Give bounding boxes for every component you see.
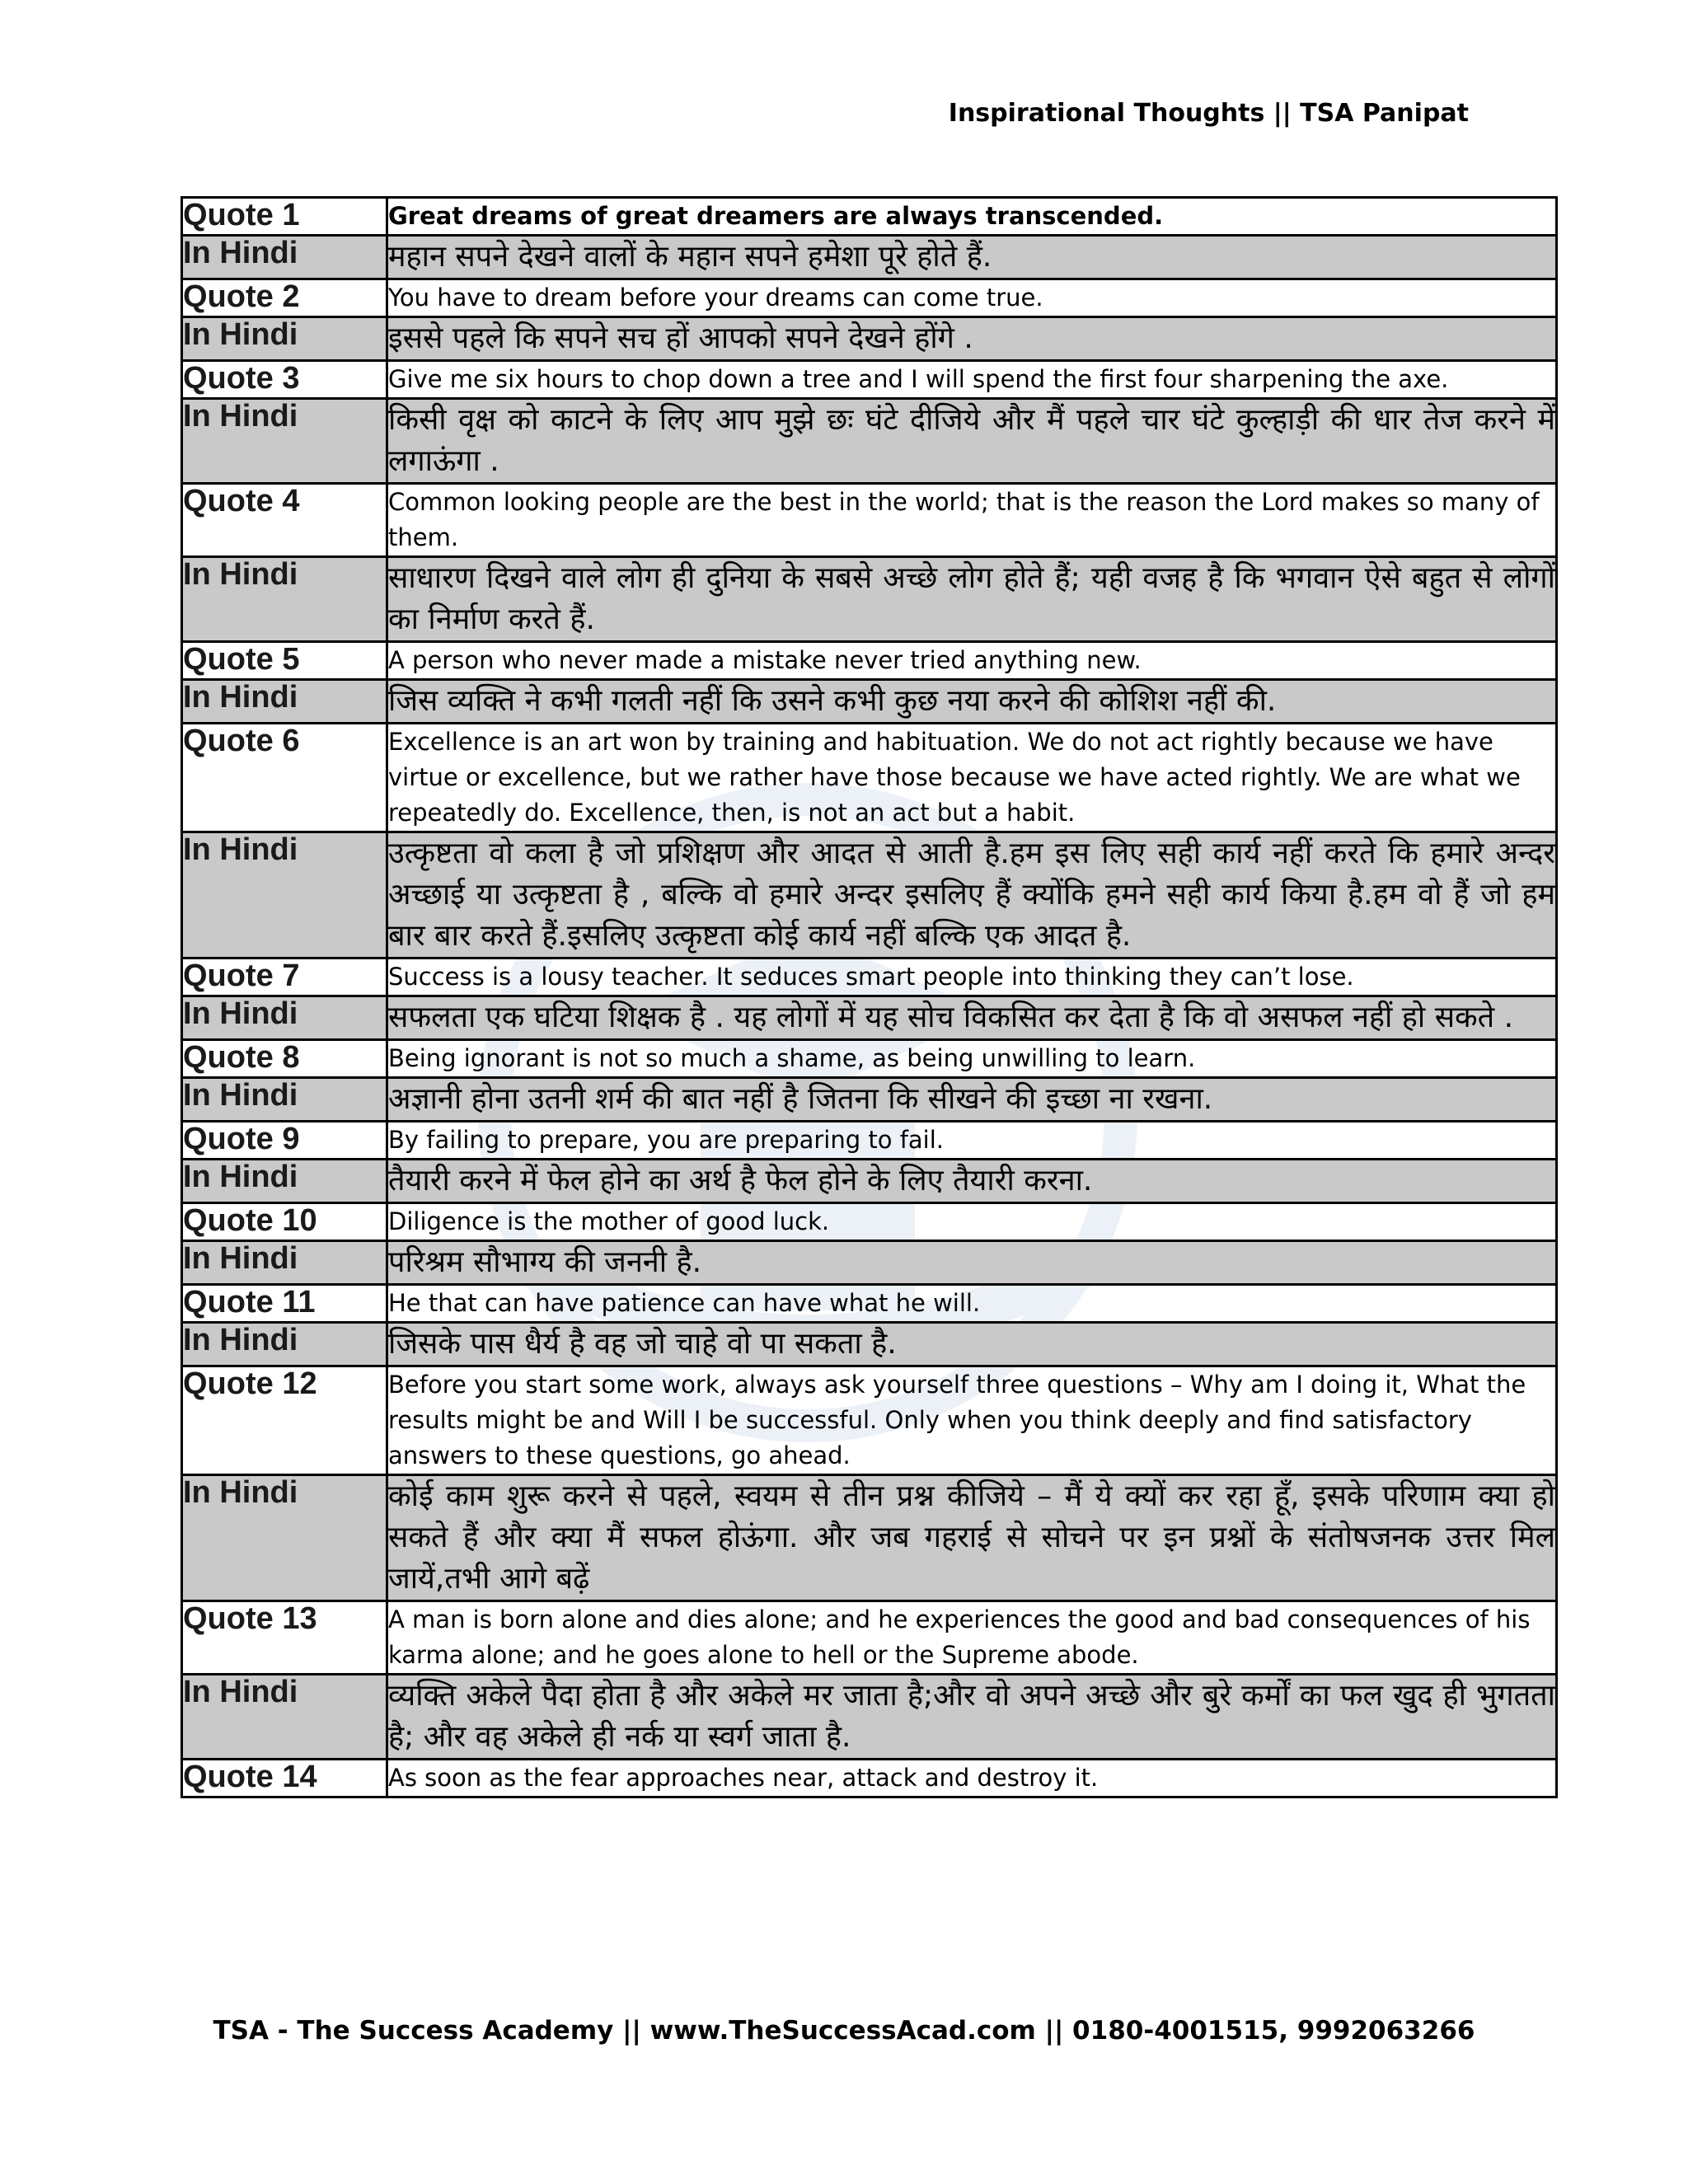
row-label: Quote 14: [182, 1760, 387, 1797]
quote-text: Success is a lousy teacher. It seduces smart people into thinking they can’t lose.: [387, 958, 1557, 996]
row-label: In Hindi: [182, 1078, 387, 1122]
hindi-text: किसी वृक्ष को काटने के लिए आप मुझे छः घंटे दीजिये और मैं पहले चार घंटे कुल्हाड़ी की धार तेज करने में लगाऊंगा .: [387, 399, 1557, 484]
quote-text: Give me six hours to chop down a tree and I will spend the first four sharpening the axe.: [387, 361, 1557, 399]
hindi-text: तैयारी करने में फेल होने का अर्थ है फेल होने के लिए तैयारी करना.: [387, 1160, 1557, 1203]
hindi-text: परिश्रम सौभाग्य की जननी है.: [387, 1241, 1557, 1285]
hindi-text: महान सपने देखने वालों के महान सपने हमेशा पूरे होते हैं.: [387, 236, 1557, 279]
row-label: In Hindi: [182, 1675, 387, 1760]
hindi-text: साधारण दिखने वाले लोग ही दुनिया के सबसे अच्छे लोग होते हैं; यही वजह है कि भगवान ऐसे बहुत से लोगों का निर्माण करते हैं.: [387, 557, 1557, 642]
quote-row: [182, 198, 1557, 236]
quote-row: [182, 1366, 1557, 1475]
hindi-translation-row: [182, 1160, 1557, 1203]
row-label: Quote 7: [182, 958, 387, 996]
hindi-text: सफलता एक घटिया शिक्षक है . यह लोगों में यह सोच विकसित कर देता है कि वो असफल नहीं हो सकते .: [387, 996, 1557, 1040]
hindi-text: व्यक्ति अकेले पैदा होता है और अकेले मर जाता है;और वो अपने अच्छे और बुरे कर्मों का फल खुद ही भुगतता है; और वह अकेले ही नर्क या स्वर्ग जाता है.: [387, 1675, 1557, 1760]
hindi-text: कोई काम शुरू करने से पहले, स्वयम से तीन प्रश्न कीजिये – मैं ये क्यों कर रहा हूँ, इसके परिणाम क्या हो सकते हैं और क्या मैं सफल होऊंगा. और जब गहराई से सोचने पर इन प्रश्नों के संतोषजनक उत्तर मिल जायें,तभी आगे बढ़ें: [387, 1475, 1557, 1601]
hindi-translation-row: [182, 832, 1557, 958]
hindi-translation-row: [182, 680, 1557, 724]
row-label: In Hindi: [182, 1323, 387, 1366]
quote-row: [182, 958, 1557, 996]
row-label: Quote 3: [182, 361, 387, 399]
quote-row: [182, 1203, 1557, 1241]
quote-row: [182, 1760, 1557, 1797]
hindi-translation-row: [182, 557, 1557, 642]
quote-row: [182, 1285, 1557, 1323]
row-label: In Hindi: [182, 1241, 387, 1285]
row-label: In Hindi: [182, 680, 387, 724]
quote-text: Being ignorant is not so much a shame, as being unwilling to learn.: [387, 1040, 1557, 1078]
quote-text: Common looking people are the best in the world; that is the reason the Lord makes so many of them.: [387, 484, 1557, 557]
page-header-title: Inspirational Thoughts || TSA Panipat: [948, 99, 1469, 128]
page-footer: TSA - The Success Academy || www.TheSuccessAcad.com || 0180-4001515, 9992063266: [213, 2016, 1475, 2046]
row-label: Quote 6: [182, 724, 387, 832]
quote-row: [182, 724, 1557, 832]
quotes-table: [181, 196, 1558, 1798]
row-label: In Hindi: [182, 1160, 387, 1203]
row-label: In Hindi: [182, 399, 387, 484]
quote-row: [182, 1601, 1557, 1675]
quote-row: [182, 361, 1557, 399]
hindi-text: इससे पहले कि सपने सच हों आपको सपने देखने होंगे .: [387, 317, 1557, 361]
hindi-translation-row: [182, 236, 1557, 279]
hindi-translation-row: [182, 317, 1557, 361]
quote-text: By failing to prepare, you are preparing to fail.: [387, 1122, 1557, 1160]
hindi-translation-row: [182, 1475, 1557, 1601]
quote-text: He that can have patience can have what he will.: [387, 1285, 1557, 1323]
row-label: In Hindi: [182, 317, 387, 361]
row-label: Quote 2: [182, 279, 387, 317]
row-label: Quote 11: [182, 1285, 387, 1323]
hindi-text: जिसके पास धैर्य है वह जो चाहे वो पा सकता है.: [387, 1323, 1557, 1366]
quote-text: Great dreams of great dreamers are always transcended.: [387, 198, 1557, 236]
hindi-text: उत्कृष्टता वो कला है जो प्रशिक्षण और आदत से आती है.हम इस लिए सही कार्य नहीं करते कि हमारे अन्दर अच्छाई या उत्कृष्टता है , बल्कि वो हमारे अन्दर इसलिए हैं क्योंकि हमने सही कार्य किया है.हम वो हैं जो हम बार बार करते हैं.इसलिए उत्कृष्टता कोई कार्य नहीं बल्कि एक आदत है.: [387, 832, 1557, 958]
row-label: In Hindi: [182, 557, 387, 642]
hindi-translation-row: [182, 1675, 1557, 1760]
hindi-translation-row: [182, 399, 1557, 484]
quote-text: Excellence is an art won by training and habituation. We do not act rightly because we have virtue or excellence, but we rather have those because we have acted rightly. We are what we repeatedly do. Excellence, then, is not an act but a habit.: [387, 724, 1557, 832]
quote-row: [182, 1122, 1557, 1160]
quote-text: Diligence is the mother of good luck.: [387, 1203, 1557, 1241]
hindi-translation-row: [182, 996, 1557, 1040]
quote-text: A person who never made a mistake never tried anything new.: [387, 642, 1557, 680]
hindi-translation-row: [182, 1078, 1557, 1122]
row-label: In Hindi: [182, 1475, 387, 1601]
hindi-translation-row: [182, 1241, 1557, 1285]
quote-row: [182, 279, 1557, 317]
row-label: Quote 4: [182, 484, 387, 557]
row-label: Quote 9: [182, 1122, 387, 1160]
row-label: Quote 8: [182, 1040, 387, 1078]
quote-row: [182, 484, 1557, 557]
row-label: Quote 1: [182, 198, 387, 236]
row-label: Quote 12: [182, 1366, 387, 1475]
quote-text: A man is born alone and dies alone; and he experiences the good and bad consequences of his karma alone; and he goes alone to hell or the Supreme abode.: [387, 1601, 1557, 1675]
quote-text: You have to dream before your dreams can come true.: [387, 279, 1557, 317]
row-label: Quote 10: [182, 1203, 387, 1241]
hindi-text: जिस व्यक्ति ने कभी गलती नहीं कि उसने कभी कुछ नया करने की कोशिश नहीं की.: [387, 680, 1557, 724]
row-label: Quote 5: [182, 642, 387, 680]
quote-row: [182, 642, 1557, 680]
row-label: In Hindi: [182, 236, 387, 279]
quote-text: As soon as the fear approaches near, attack and destroy it.: [387, 1760, 1557, 1797]
row-label: Quote 13: [182, 1601, 387, 1675]
hindi-translation-row: [182, 1323, 1557, 1366]
quote-text: Before you start some work, always ask yourself three questions – Why am I doing it, What the results might be and Will I be successful. Only when you think deeply and find satisfactory answers to these questions, go ahead.: [387, 1366, 1557, 1475]
hindi-text: अज्ञानी होना उतनी शर्म की बात नहीं है जितना कि सीखने की इच्छा ना रखना.: [387, 1078, 1557, 1122]
row-label: In Hindi: [182, 996, 387, 1040]
row-label: In Hindi: [182, 832, 387, 958]
quote-row: [182, 1040, 1557, 1078]
